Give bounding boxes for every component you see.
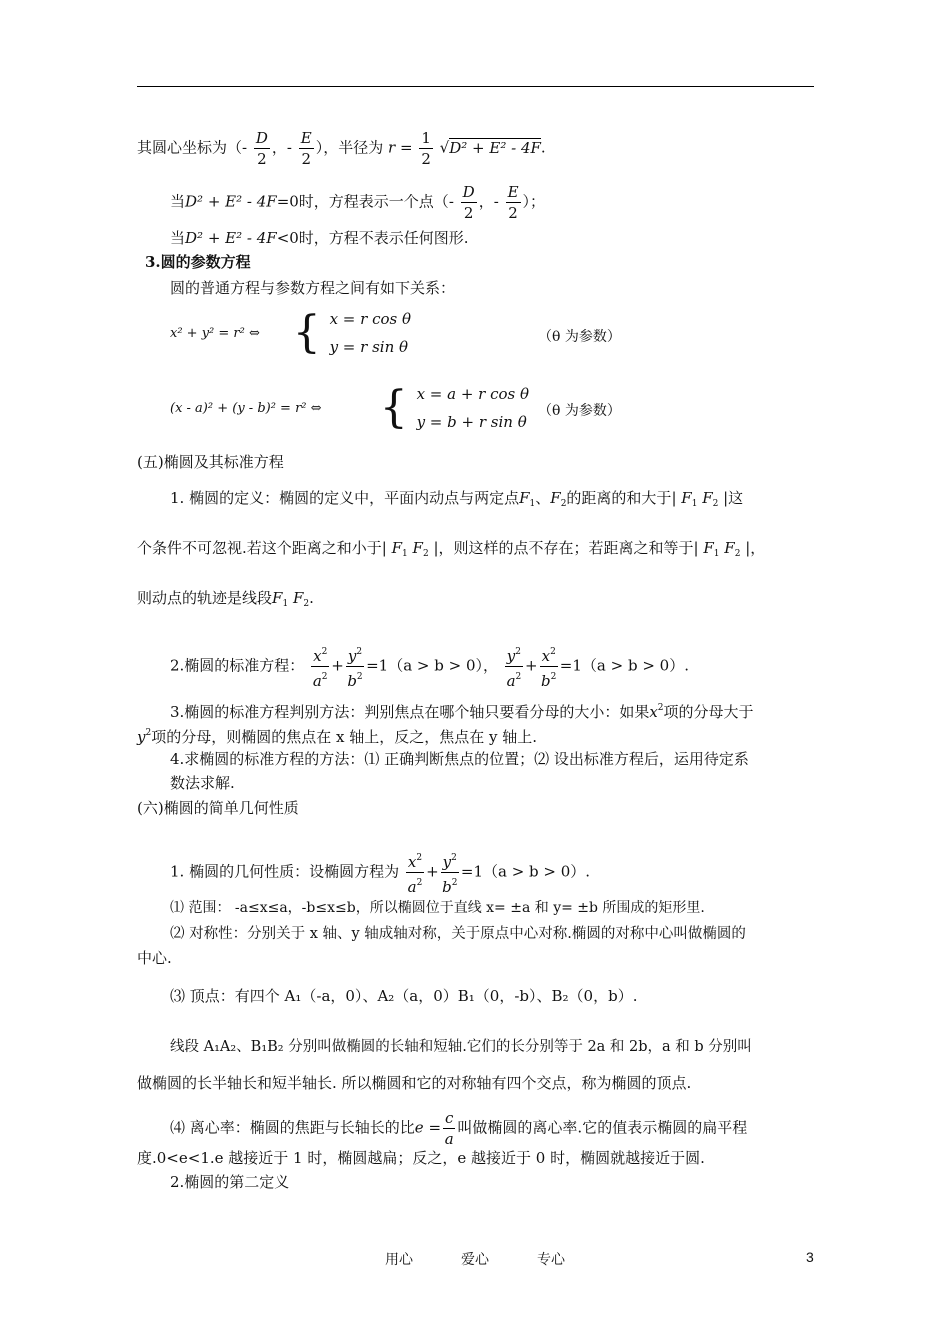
method-line2: 数法求解. [170,774,235,792]
ellipse-definition-line1: 1. 椭圆的定义：椭圆的定义中，平面内动点与两定点$F_1$、$F_2$的距离的和大于| $F_1$ $F_2$ |这 [170,489,744,509]
fraction-E-over-2: $\frac{E}{2}$ [300,129,312,168]
standard-equation-line: 2.椭圆的标准方程： $\frac{x^2}{a^2}$ + $\frac{y^2}{b^2}$ =1（a > b > 0）， $\frac{y^2}{a^2}$ + $\frac{x^2}{b^2}$ =1（a > b > 0）. [170,642,814,691]
page-number: 3 [806,1249,814,1265]
judge-line2: $y^2$项的分母，则椭圆的焦点在 x 轴上，反之，焦点在 y 轴上. [137,728,537,746]
section3-title: 3.圆的参数方程 [145,253,251,271]
vertex-line: ⑶ 顶点：有四个 A₁（-a，0）、A₂（a，0）B₁（0，-b）、B₂（0，b）. [170,987,638,1005]
axis-line1: 线段 A₁A₂、B₁B₂ 分别叫做椭圆的长轴和短轴.它们的长分别等于 2a 和 2b，a 和 b 分别叫 [170,1039,752,1055]
fraction-D-over-2: $\frac{D}{2}$ [255,129,268,168]
symmetry-line1: ⑵ 对称性：分别关于 x 轴、y 轴成轴对称，关于原点中心对称.椭圆的对称中心叫做椭圆的 [170,926,746,942]
section6-title: (六)椭圆的简单几何性质 [137,799,299,817]
left-brace: { [379,382,408,433]
equation-block-1: x² + y² = r² ⇔ { x = r cos θ y = r sin θ [170,307,411,358]
judge-line1: 3.椭圆的标准方程判别方法：判别焦点在哪个轴只要看分母的大小：如果$x^2$项的分母大于 [170,703,754,721]
fraction-one-half: $\frac{1}{2}$ [421,129,431,168]
method-line1: 4.求椭圆的标准方程的方法：⑴ 正确判断焦点的位置；⑵ 设出标准方程后，运用待定系 [170,750,749,768]
circle-center-line: 其圆心坐标为（- $\frac{D}{2}$ ，- $\frac{E}{2}$ ），半径为 r = $\frac{1}{2}$ √D² + E² - 4F. [137,129,546,168]
section3-intro: 圆的普通方程与参数方程之间有如下关系： [170,279,456,297]
range-line: ⑴ 范围： -a≤x≤a，-b≤x≤b，所以椭圆位于直线 x= ±a 和 y= ±b 所围成的矩形里. [170,900,705,916]
equation-block-2: (x - a)² + (y - b)² = r² ⇔ { x = a + r cos θ y = b + r sin θ [170,382,530,433]
eccentricity-line1: ⑷ 离心率：椭圆的焦距与长轴长的比e = $\frac{c}{a}$ 叫做椭圆的离心率.它的值表示椭圆的扁平程 [170,1109,748,1148]
symmetry-line2: 中心. [137,949,172,967]
geometry-intro-line: 1. 椭圆的几何性质：设椭圆方程为 $\frac{x^2}{a^2}$ + $\frac{y^2}{b^2}$ =1（a > b > 0）. [170,848,814,897]
axis-line2: 做椭圆的长半轴长和短半轴长. 所以椭圆和它的对称轴有四个交点，称为椭圆的顶点. [137,1074,692,1092]
ellipse-definition-line3: 则动点的轨迹是线段$F_1$ $F_2$. [137,589,314,609]
sqrt-expression: √D² + E² - 4F [439,138,541,157]
ellipse-definition-line2: 个条件不可忽视.若这个距离之和小于| $F_1$ $F_2$ |，则这样的点不存在；若距离之和等于| $F_1$ $F_2$ |， [137,539,766,559]
second-definition-heading: 2.椭圆的第二定义 [170,1173,290,1191]
equation-2-note: （θ 为参数） [538,403,621,419]
left-brace: { [292,307,321,358]
eccentricity-line2: 度.0<e<1.e 越接近于 1 时，椭圆越扁；反之，e 越接近于 0 时，椭圆就越接近于圆. [137,1149,705,1167]
case-zero-line: 当D² + E² - 4F=0时，方程表示一个点（- $\frac{D}{2}$ ，- $\frac{E}{2}$ ）； [170,183,546,222]
case-negative-line: 当D² + E² - 4F<0时，方程不表示任何图形. [170,229,469,247]
header-rule [137,86,814,87]
equation-1-note: （θ 为参数） [538,329,621,345]
page-footer: 用心 爱心 专心 [385,1252,565,1268]
section5-title: (五)椭圆及其标准方程 [137,453,284,471]
